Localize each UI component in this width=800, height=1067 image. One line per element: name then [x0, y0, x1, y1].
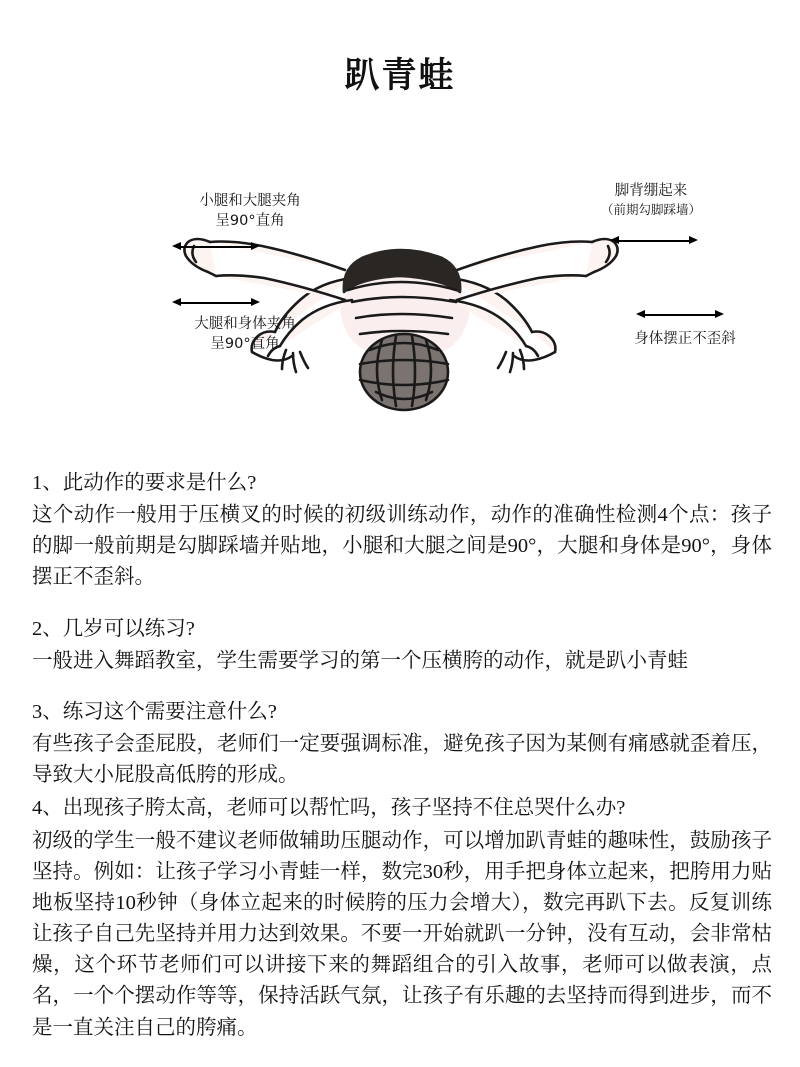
arrow-bar	[179, 246, 253, 249]
arrow-bar	[643, 314, 717, 317]
annotation-instep-pointed	[556, 182, 746, 218]
arrow-thigh-body-angle	[172, 298, 260, 307]
arrow-bar	[617, 240, 691, 243]
answer-3: 有些孩子会歪屁股，老师们一定要强调标准，避免孩子因为某侧有痛感就歪着压，导致大小屁股高低胯的形成。	[32, 733, 772, 787]
arrow-calf-thigh-angle	[172, 242, 260, 251]
arrow-body-straight	[636, 310, 724, 319]
arrow-head-right	[689, 236, 698, 244]
paragraph-spacer	[32, 677, 772, 697]
arrow-instep-pointed	[610, 236, 698, 245]
question-4: 4、出现孩子胯太高，老师可以帮忙吗，孩子坚持不住总哭什么办?	[32, 797, 626, 820]
annotation-body-straight-line1: 身体摆正不歪斜	[634, 331, 736, 347]
annotation-instep-pointed-line1: 脚背绷起来	[614, 183, 688, 199]
page-title: 趴青蛙	[344, 56, 456, 96]
question-1: 1、此动作的要求是什么?	[32, 472, 257, 494]
arrow-head-right	[715, 310, 724, 318]
annotation-body-straight	[590, 330, 780, 350]
arrow-bar	[179, 302, 253, 305]
paragraph-spacer	[32, 594, 772, 614]
question-2: 2、几岁可以练习?	[32, 617, 195, 640]
article-body	[32, 468, 772, 1044]
annotation-calf-thigh-angle-line2: 呈90°直角	[215, 212, 285, 229]
answer-4: 初级的学生一般不建议老师做辅助压腿动作，可以增加趴青蛙的趣味性，鼓励孩子坚持。例如：让孩子学习小青蛙一样，数完30秒，用手把身体立起来，把胯用力贴地板坚持10秒钟（身体立起来的时候胯的压力会增大），数完再趴下去。反复训练让孩子自己先坚持并用力达到效果。不要一开始就趴一分钟，没有互动，会非常枯燥，这个环节老师们可以讲接下来的舞蹈组合的引入故事，老师可以做表演，点名，一个个摆动作等等，保持活跃气氛，让孩子有乐趣的去坚持而得到进步，而不是一直关注自己的胯痛。	[32, 829, 772, 1039]
arrow-head-right	[251, 298, 260, 306]
arrow-head-right	[251, 242, 260, 250]
question-3: 3、练习这个需要注意什么?	[32, 700, 277, 723]
annotation-thigh-body-angle-line1: 大腿和身体夹角	[194, 316, 296, 332]
annotation-thigh-body-angle	[150, 315, 340, 354]
annotation-calf-thigh-angle-line1: 小腿和大腿夹角	[199, 193, 301, 209]
annotation-calf-thigh-angle	[160, 192, 340, 231]
illustration-frog-pose	[0, 150, 800, 440]
answer-2: 一般进入舞蹈教室，学生需要学习的第一个压横胯的动作，就是趴小青蛙	[32, 649, 688, 672]
annotation-instep-pointed-line2: （前期勾脚踩墙）	[600, 201, 701, 217]
annotation-thigh-body-angle-line2: 呈90°直角	[210, 335, 280, 352]
answer-1: 这个动作一般用于压横叉的时候的初级训练动作，动作的准确性检测4个点：孩子的脚一般前期是勾脚踩墙并贴地，小腿和大腿之间是90°，大腿和身体是90°，身体摆正不歪斜。	[32, 504, 772, 589]
